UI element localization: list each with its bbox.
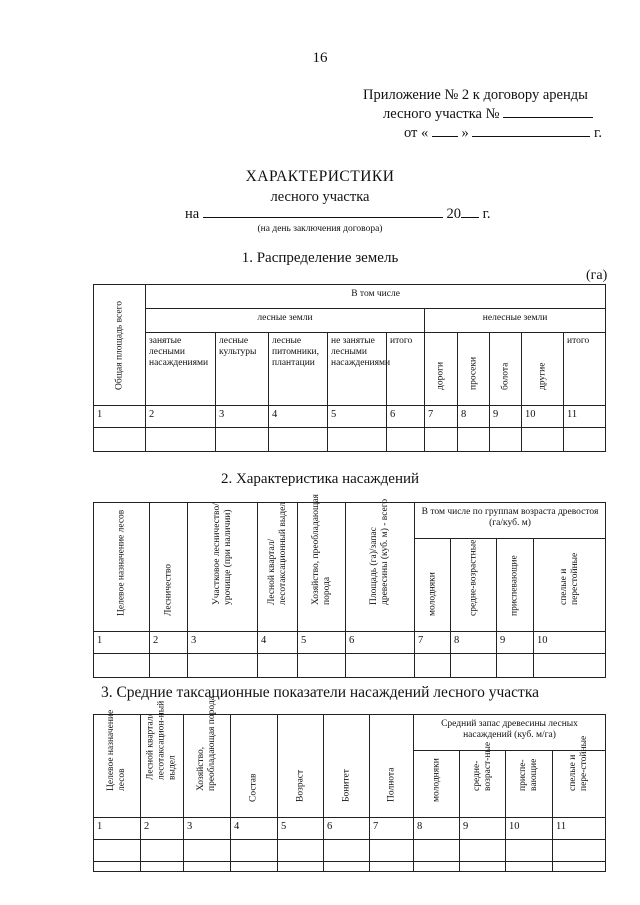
empty-cell[interactable] (458, 428, 490, 452)
year-prefix: 20 (446, 206, 461, 222)
col-number: 3 (188, 632, 258, 654)
col-number: 2 (150, 632, 188, 654)
col-number: 10 (506, 818, 553, 840)
empty-cell[interactable] (278, 862, 324, 872)
col-purpose: Целевое назначение лесов (94, 503, 150, 632)
empty-cell[interactable] (184, 862, 231, 872)
col-roads: дороги (425, 333, 458, 406)
empty-cell[interactable] (184, 840, 231, 862)
empty-cell[interactable] (216, 428, 269, 452)
month-year-blank (472, 124, 590, 137)
appendix-line1: Приложение № 2 к договору аренды (363, 87, 588, 103)
empty-cell[interactable] (269, 428, 328, 452)
empty-cell[interactable] (150, 654, 188, 678)
col-number: 1 (94, 632, 150, 654)
empty-cell[interactable] (231, 840, 278, 862)
col-number: 3 (184, 818, 231, 840)
col-nurseries: лесные питомники, плантации (269, 333, 328, 406)
col-middle-aged: средне-возраст-ные (460, 751, 506, 818)
nonforest-lands-header: нелесные земли (425, 309, 606, 333)
col-mature-overmature: спелые и пере-стойные (553, 751, 606, 818)
empty-cell[interactable] (425, 428, 458, 452)
empty-cell[interactable] (346, 654, 415, 678)
empty-cell[interactable] (415, 654, 451, 678)
col-area-stock: Площадь (га)/запас древесины (куб. м) - всего (346, 503, 415, 632)
empty-cell[interactable] (490, 428, 522, 452)
col-other: другие (522, 333, 564, 406)
col-number: 10 (534, 632, 606, 654)
col-number: 5 (328, 406, 387, 428)
inventory-indicators-table (93, 696, 606, 872)
col-number: 6 (346, 632, 415, 654)
empty-cell[interactable] (414, 840, 460, 862)
empty-cell[interactable] (94, 428, 146, 452)
empty-cell[interactable] (141, 862, 184, 872)
col-number: 9 (460, 818, 506, 840)
year-blank (461, 205, 479, 218)
empty-cell[interactable] (497, 654, 534, 678)
col-number: 6 (387, 406, 425, 428)
page-number: 16 (312, 50, 328, 66)
col-number: 10 (522, 406, 564, 428)
empty-cell[interactable] (506, 840, 553, 862)
date-open-quote: от « (404, 125, 429, 141)
col-number: 6 (324, 818, 370, 840)
empty-cell[interactable] (146, 428, 216, 452)
col-maturing: приспе-вающие (506, 751, 553, 818)
empty-cell[interactable] (94, 654, 150, 678)
section3-heading: 3. Средние таксационные показатели насаждений лесного участка (100, 684, 540, 701)
col-number: 4 (269, 406, 328, 428)
appendix-line2 (383, 105, 593, 124)
col-number: 2 (141, 818, 184, 840)
col-number: 1 (94, 406, 146, 428)
plantings-table (93, 494, 606, 678)
col-density: Полнота (370, 715, 414, 818)
empty-cell[interactable] (370, 840, 414, 862)
document-title: ХАРАКТЕРИСТИКИ (245, 168, 395, 185)
col-number: 8 (414, 818, 460, 840)
empty-cell[interactable] (324, 862, 370, 872)
appendix-line3 (404, 124, 602, 143)
col-occupied-plantings: занятые лесными насаждениями (146, 333, 216, 406)
empty-cell[interactable] (451, 654, 497, 678)
col-number: 8 (451, 632, 497, 654)
col-number: 8 (458, 406, 490, 428)
col-forestry: Лесничество (150, 503, 188, 632)
col-forest-total: итого (387, 333, 425, 406)
empty-cell[interactable] (94, 862, 141, 872)
col-number: 5 (278, 818, 324, 840)
empty-cell[interactable] (370, 862, 414, 872)
in-total-header: В том числе (146, 285, 606, 309)
empty-cell[interactable] (553, 840, 606, 862)
col-number: 11 (553, 818, 606, 840)
year-suffix: г. (594, 125, 602, 141)
col-number: 7 (370, 818, 414, 840)
col-number: 11 (564, 406, 606, 428)
section1-heading: 1. Распределение земель (241, 250, 399, 266)
date-note: (на день заключения договора) (257, 224, 383, 234)
empty-cell[interactable] (94, 840, 141, 862)
empty-cell[interactable] (298, 654, 346, 678)
day-blank (432, 124, 458, 137)
col-number: 2 (146, 406, 216, 428)
col-economy: Хозяйство, преобладающая порода (298, 503, 346, 632)
empty-cell[interactable] (387, 428, 425, 452)
date-line (185, 205, 491, 223)
appendix-line2-text: лесного участка № (383, 106, 500, 122)
col-economy: Хозяйство, преобладающая порода (184, 715, 231, 818)
empty-cell[interactable] (278, 840, 324, 862)
col-number: 3 (216, 406, 269, 428)
col-number: 7 (425, 406, 458, 428)
date-line-suffix: г. (482, 206, 491, 222)
empty-cell[interactable] (522, 428, 564, 452)
empty-cell[interactable] (141, 840, 184, 862)
col-number: 9 (490, 406, 522, 428)
col-district-forestry: Участковое лесничество/урочище (при наличии) (188, 503, 258, 632)
col-middle-aged: средне-возрастные (451, 539, 497, 632)
col-maturing: приспевающие (497, 539, 534, 632)
col-quarter: Лесной квартал/ лесотаксацион-ный выдел (141, 715, 184, 818)
empty-cell[interactable] (460, 862, 506, 872)
age-groups-header: В том числе по группам возраста древостоя (га/куб. м) (415, 503, 606, 539)
col-unoccupied: не занятые лесными насаждениями (328, 333, 387, 406)
date-close-quote: » (461, 125, 469, 141)
forest-lands-header: лесные земли (146, 309, 425, 333)
empty-cell[interactable] (258, 654, 298, 678)
col-age: Возраст (278, 715, 324, 818)
section2-heading: 2. Характеристика насаждений (220, 471, 420, 487)
col-total-area: Общая площадь всего (94, 285, 146, 406)
col-young: молодняки (415, 539, 451, 632)
col-composition: Состав (231, 715, 278, 818)
empty-cell[interactable] (188, 654, 258, 678)
col-number: 5 (298, 632, 346, 654)
empty-cell[interactable] (506, 862, 553, 872)
date-blank (203, 205, 443, 218)
col-nonforest-total: итого (564, 333, 606, 406)
empty-cell[interactable] (460, 840, 506, 862)
col-purpose: Целевое назначение лесов (94, 715, 141, 818)
col-number: 4 (258, 632, 298, 654)
empty-cell[interactable] (231, 862, 278, 872)
col-number: 4 (231, 818, 278, 840)
empty-cell[interactable] (414, 862, 460, 872)
document-subtitle: лесного участка (270, 189, 370, 205)
empty-cell[interactable] (324, 840, 370, 862)
section1-units: (га) (586, 268, 608, 283)
col-number: 9 (497, 632, 534, 654)
empty-cell[interactable] (534, 654, 606, 678)
contract-number-blank (503, 105, 593, 118)
land-distribution-table (93, 284, 606, 452)
col-number: 1 (94, 818, 141, 840)
empty-cell[interactable] (564, 428, 606, 452)
col-swamps: болота (490, 333, 522, 406)
col-number: 7 (415, 632, 451, 654)
col-forest-crops: лесные культуры (216, 333, 269, 406)
col-quarter: Лесной квартал/ лесотаксационный выдел (258, 503, 298, 632)
avg-stock-header: Средний запас древесины лесных насаждений (куб. м/га) (414, 715, 606, 751)
col-bonitet: Бонитет (324, 715, 370, 818)
col-clearings: просеки (458, 333, 490, 406)
col-young: молодняки (414, 751, 460, 818)
date-line-prefix: на (185, 206, 200, 222)
empty-cell[interactable] (328, 428, 387, 452)
empty-cell[interactable] (553, 862, 606, 872)
col-mature-overmature: спелые и перестойные (534, 539, 606, 632)
